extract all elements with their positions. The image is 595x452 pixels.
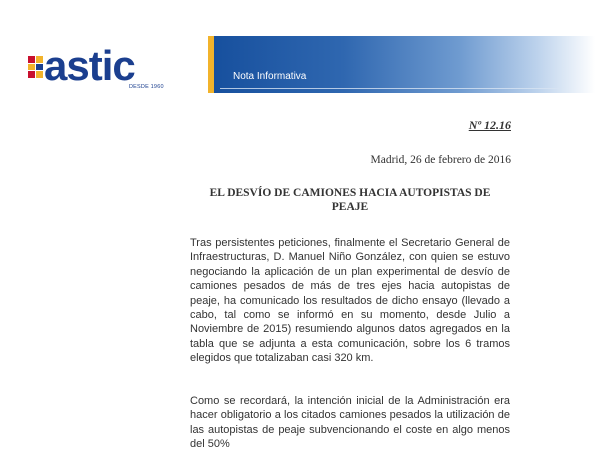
logo-wordmark: astic <box>44 42 135 89</box>
banner-title: Nota Informativa <box>233 71 307 82</box>
body-paragraph-1: Tras persistentes peticiones, finalmente el Secretario General de Infraestructuras, D. Manuel Niño González, con quien se estuvo negociando la aplicación de un plan experimental de desvío de camiones pesados de más de tres ejes hacia autopistas de peaje, ha comunicado los resultados de dicho ensayo (llevado a cabo, tal como se informó en su momento, desde Julio a Noviembre de 2015) resumiendo algunos datos agregados en la tabla que se adjunta a esta comunicación, sobre los 6 tramos elegidos que totalizaban casi 320 km. <box>190 237 510 365</box>
document-title: EL DESVÍO DE CAMIONES HACIA AUTOPISTAS DE PEAJE <box>209 187 491 213</box>
astic-logo <box>28 44 178 94</box>
note-number: Nº 12.16 <box>468 118 511 132</box>
place-date: Madrid, 26 de febrero de 2016 <box>370 154 511 166</box>
header-banner <box>208 36 595 93</box>
logo-subtitle: DESDE 1960 <box>129 84 164 90</box>
banner-accent-bar <box>208 36 214 93</box>
logo-flag-icon <box>28 56 43 78</box>
body-paragraph-2: Como se recordará, la intención inicial de la Administración era hacer obligatorio a los citados camiones pesados la utilización de las autopistas de peaje subvencionando el coste en algo menos del 50% <box>190 395 510 451</box>
banner-divider <box>220 88 560 89</box>
